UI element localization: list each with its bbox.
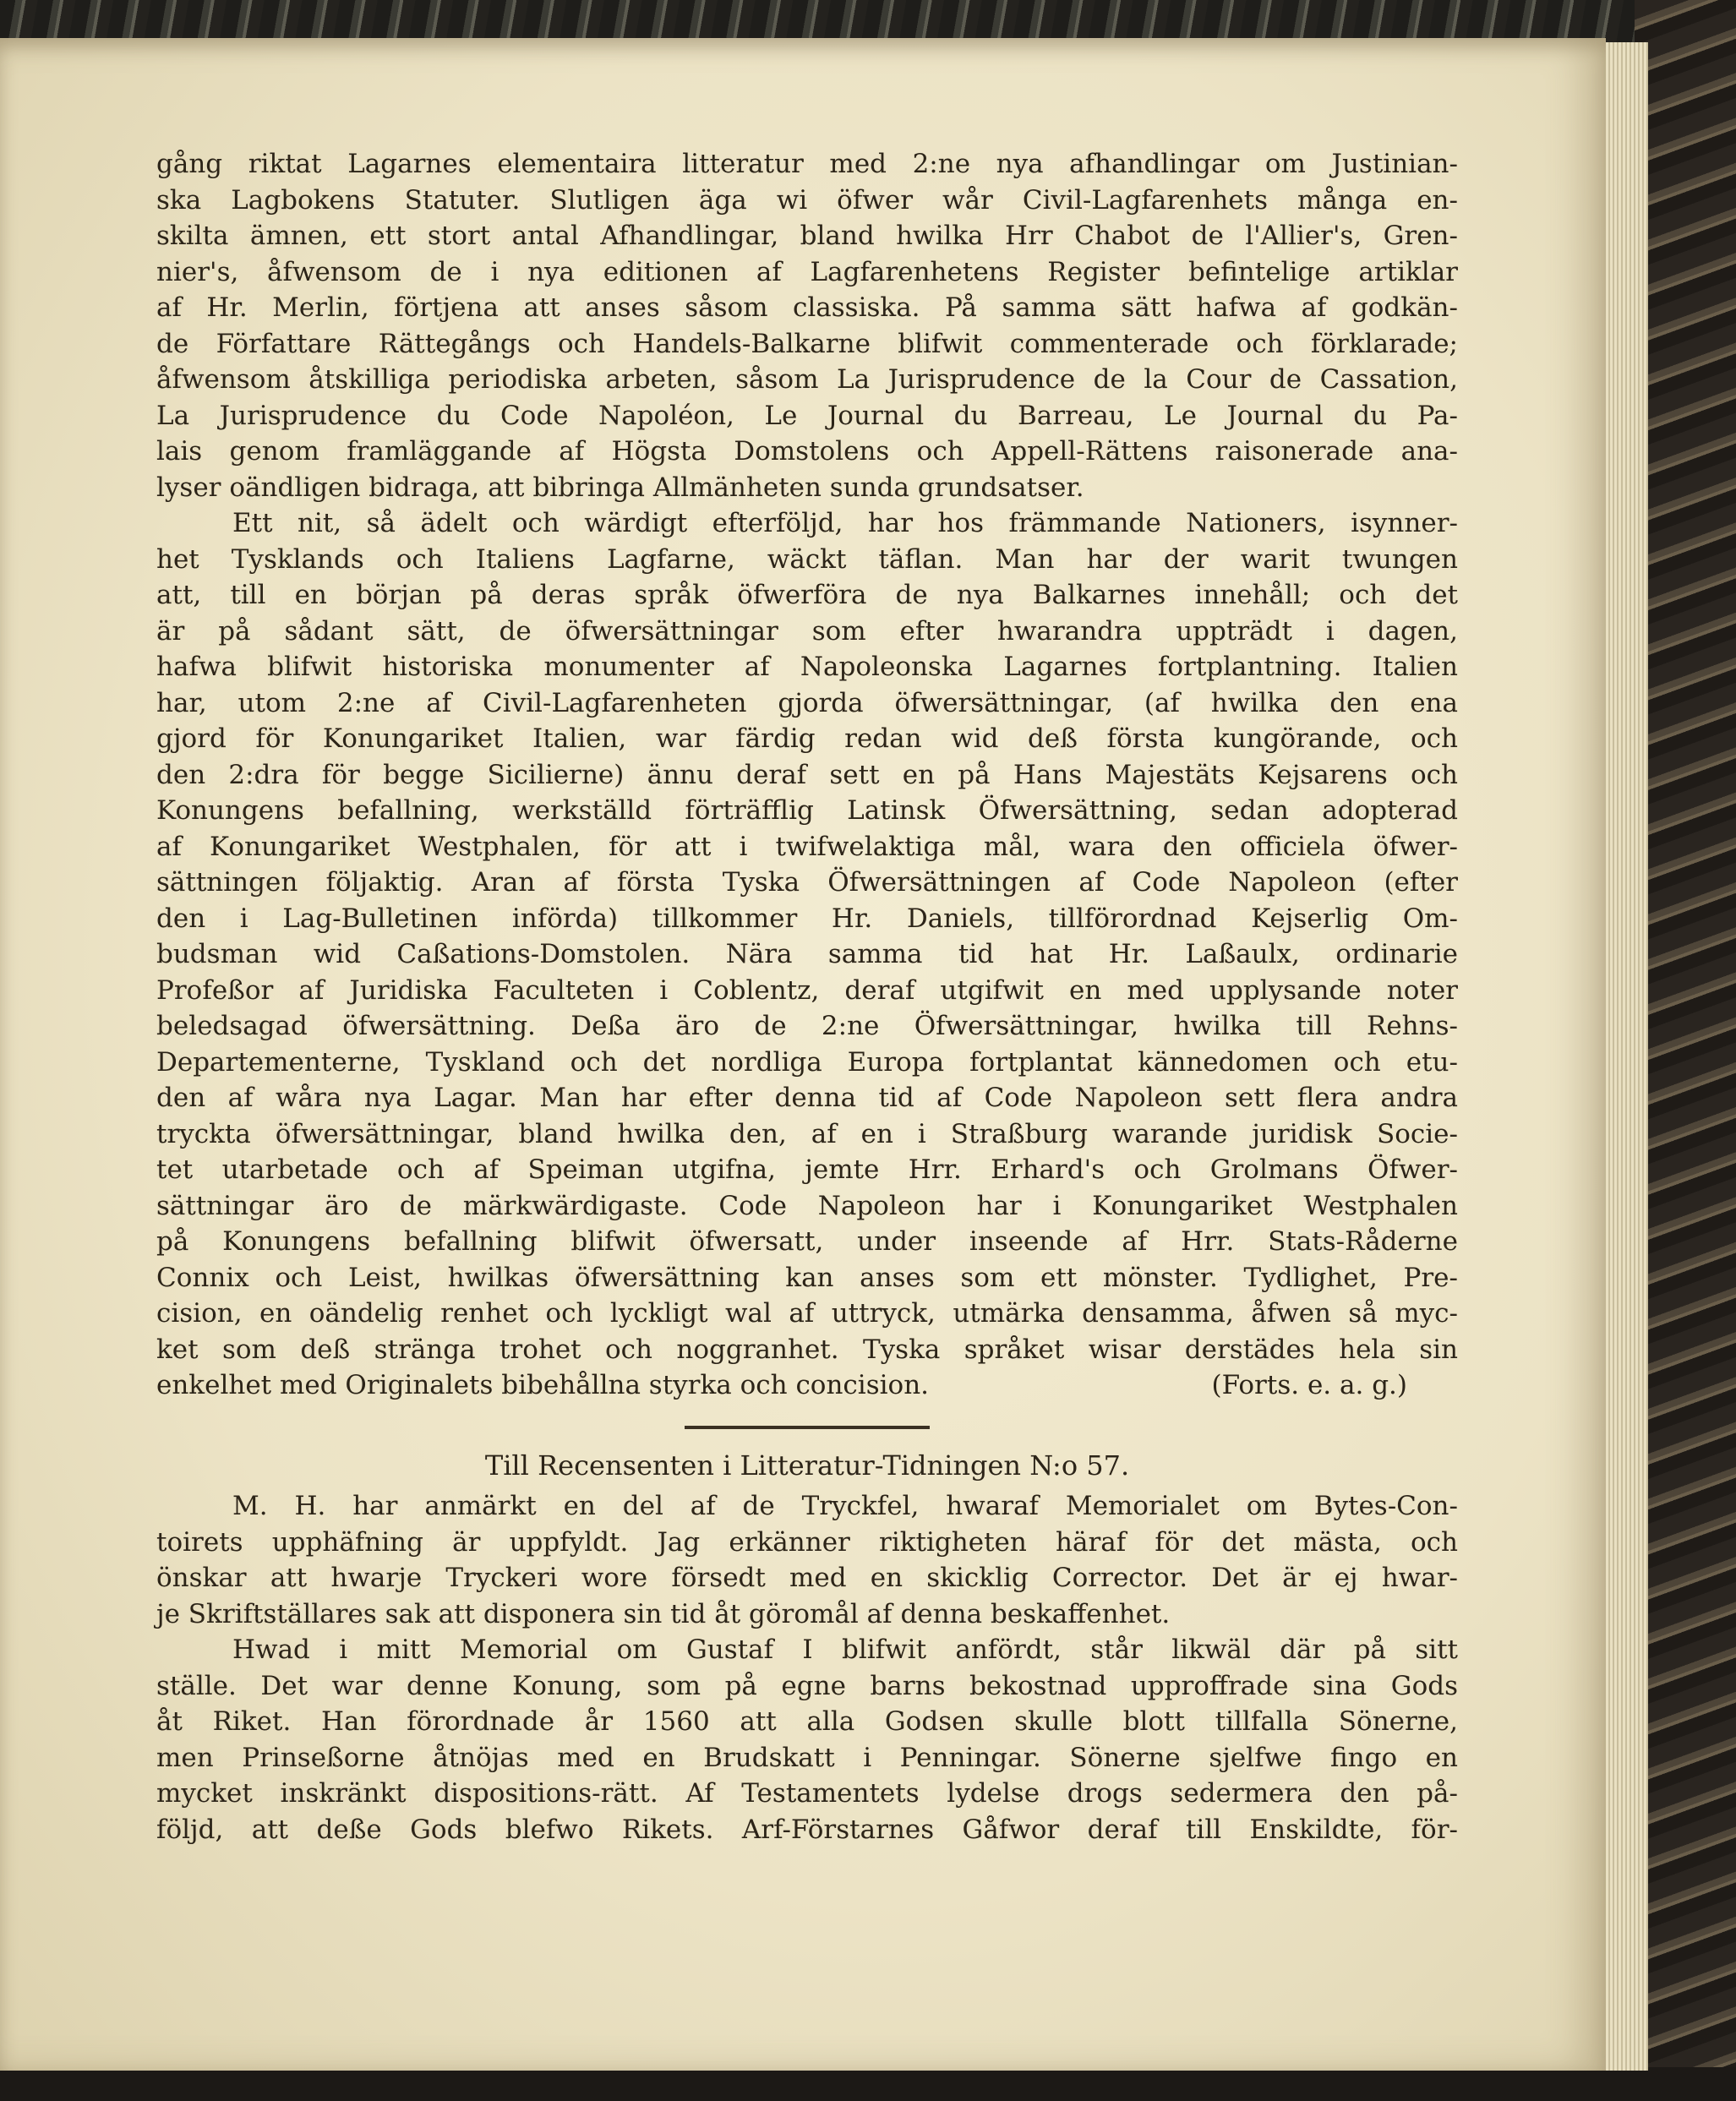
reply-paragraph-1	[156, 1488, 1458, 1632]
text-line: sättningen följaktig. Aran af första Tyska Öfwersättningen af Code Napoleon (efter	[156, 867, 1458, 898]
text-line: åt Riket. Han förordnade år 1560 att alla Godsen skulle blott tillfalla Sönerne,	[156, 1706, 1458, 1737]
text-line: på Konungens befallning blifwit öfwersatt, under inseende af Hrr. Stats-Råderne	[156, 1226, 1458, 1257]
text-line: toirets upphäfning är uppfyldt. Jag erkänner riktigheten häraf för det mästa, och	[156, 1526, 1458, 1558]
text-line: af Hr. Merlin, förtjena att anses såsom classiska. På samma sätt hafwa af godkän-	[156, 292, 1458, 323]
text-line: cision, en oändelig renhet och lyckligt wal af uttryck, utmärka densamma, åfwen så myc-	[156, 1298, 1458, 1329]
text-line: gång riktat Lagarnes elementaira litteratur med 2:ne nya afhandlingar om Justinian-	[156, 149, 1458, 179]
text-line: enkelhet med Originalets bibehållna styrka och concision.	[156, 1370, 930, 1400]
text-line: budsman wid Caßations-Domstolen. Nära samma tid hat Hr. Laßaulx, ordinarie	[156, 939, 1458, 969]
book-page	[0, 38, 1606, 2071]
article-paragraph-1	[156, 146, 1458, 505]
section-title: Till Recensenten i Litteratur-Tidningen N:o 57.	[484, 1449, 1130, 1482]
continuation-note: (Forts. e. a. g.)	[1211, 1370, 1407, 1400]
text-line: men Prinseßorne åtnöjas med en Brudskatt i Penningar. Sönerne sjelfwe fingo en	[156, 1742, 1458, 1773]
text-line: La Jurisprudence du Code Napoléon, Le Journal du Barreau, Le Journal du Pa-	[156, 400, 1458, 431]
text-line: den 2:dra för begge Sicilierne) ännu deraf sett en på Hans Majestäts Kejsarens och	[156, 759, 1458, 790]
text-line: Ett nit, så ädelt och wärdigt efterföljd, har hos främmande Nationers, isynner-	[232, 508, 1458, 538]
text-line: den i Lag-Bulletinen införda) tillkommer Hr. Daniels, tillförordnad Kejserlig Om-	[156, 903, 1458, 934]
text-line: ket som deß stränga trohet och noggranhet. Tyska språket wisar derstädes hela sin	[156, 1334, 1458, 1365]
text-line: af Konungariket Westphalen, för att i twifwelaktiga mål, wara den officiela öfwer-	[156, 831, 1458, 862]
text-line: beledsagad öfwersättning. Deßa äro de 2:ne Öfwersättningar, hwilka till Rehns-	[156, 1011, 1458, 1041]
text-line: Profeßor af Juridiska Faculteten i Coblentz, deraf utgifwit en med upplysande noter	[156, 974, 1458, 1006]
text-line: M. H. har anmärkt en del af de Tryckfel, hwaraf Memorialet om Bytes-Con-	[232, 1491, 1458, 1521]
text-line: är på sådant sätt, de öfwersättningar som efter hwarandra uppträdt i dagen,	[156, 615, 1458, 647]
text-line: ställe. Det war denne Konung, som på egne barns bekostnad upproffrade sina Gods	[156, 1670, 1458, 1701]
text-line: åfwensom åtskilliga periodiska arbeten, såsom La Jurisprudence de la Cour de Cassation,	[156, 364, 1458, 395]
article-paragraph-2	[156, 505, 1458, 1404]
reply-paragraph-2	[156, 1632, 1458, 1847]
page-text	[156, 146, 1458, 1847]
text-line: mycket inskränkt dispositions-rätt. Af Testamentets lydelse drogs sedermera den på-	[156, 1778, 1458, 1809]
text-line: tryckta öfwersättningar, bland hwilka den, af en i Straßburg warande juridisk Socie-	[156, 1118, 1458, 1149]
text-line: het Tysklands och Italiens Lagfarne, wäckt täflan. Man har der warit twungen	[156, 543, 1458, 575]
text-line: Konungens befallning, werkställd förträfflig Latinsk Öfwersättning, sedan adopterad	[156, 795, 1458, 826]
text-line: je Skriftställares sak att disponera sin tid åt göromål af denna beskaffenhet.	[156, 1598, 1171, 1629]
text-line: de Författare Rättegångs och Handels-Balkarne blifwit commenterade och förklarade;	[156, 328, 1458, 359]
text-line: Hwad i mitt Memorial om Gustaf I blifwit anfördt, står likwäl där på sitt	[232, 1634, 1458, 1665]
text-line: lais genom framläggande af Högsta Domstolens och Appell-Rättens raisonerade ana-	[156, 436, 1458, 467]
text-line: den af wåra nya Lagar. Man har efter denna tid af Code Napoleon sett flera andra	[156, 1083, 1458, 1113]
text-line: Connix och Leist, hwilkas öfwersättning kan anses som ett mönster. Tydlighet, Pre-	[156, 1262, 1458, 1293]
text-line: har, utom 2:ne af Civil-Lagfarenheten gjorda öfwersättningar, (af hwilka den ena	[156, 687, 1458, 718]
text-line: skilta ämnen, ett stort antal Afhandlingar, bland hwilka Hrr Chabot de l'Allier's, Gren-	[156, 221, 1458, 251]
section-divider	[685, 1426, 930, 1429]
text-line: nier's, åfwensom de i nya editionen af Lagfarenhetens Register befintelige artiklar	[156, 256, 1458, 287]
text-line: Departementerne, Tyskland och det nordliga Europa fortplantat kännedomen och etu-	[156, 1046, 1458, 1078]
book-cover-bottom-edge	[0, 2067, 1736, 2101]
text-line: ska Lagbokens Statuter. Slutligen äga wi öfwer wår Civil-Lagfarenhets många en-	[156, 184, 1458, 216]
text-line: sättningar äro de märkwärdigaste. Code Napoleon har i Konungariket Westphalen	[156, 1190, 1458, 1221]
text-line: lyser oändligen bidraga, att bibringa Allmänheten sunda grundsatser.	[156, 472, 1084, 503]
final-line	[156, 1367, 1458, 1404]
text-line: att, till en början på deras språk öfwerföra de nya Balkarnes innehåll; och det	[156, 580, 1458, 610]
text-line: följd, att deße Gods blefwo Rikets. Arf-Förstarnes Gåfwor deraf till Enskildte, för-	[156, 1814, 1458, 1845]
text-line: gjord för Konungariket Italien, war färdig redan wid deß första kungörande, och	[156, 723, 1458, 754]
text-line: önskar att hwarje Tryckeri wore försedt med en skicklig Corrector. Det är ej hwar-	[156, 1563, 1458, 1593]
text-line: tet utarbetade och af Speiman utgifna, jemte Hrr. Erhard's och Grolmans Öfwer-	[156, 1154, 1458, 1185]
book-cover-right-edge	[1635, 0, 1736, 2101]
text-line: hafwa blifwit historiska monumenter af Napoleonska Lagarnes fortplantning. Italien	[156, 652, 1458, 682]
